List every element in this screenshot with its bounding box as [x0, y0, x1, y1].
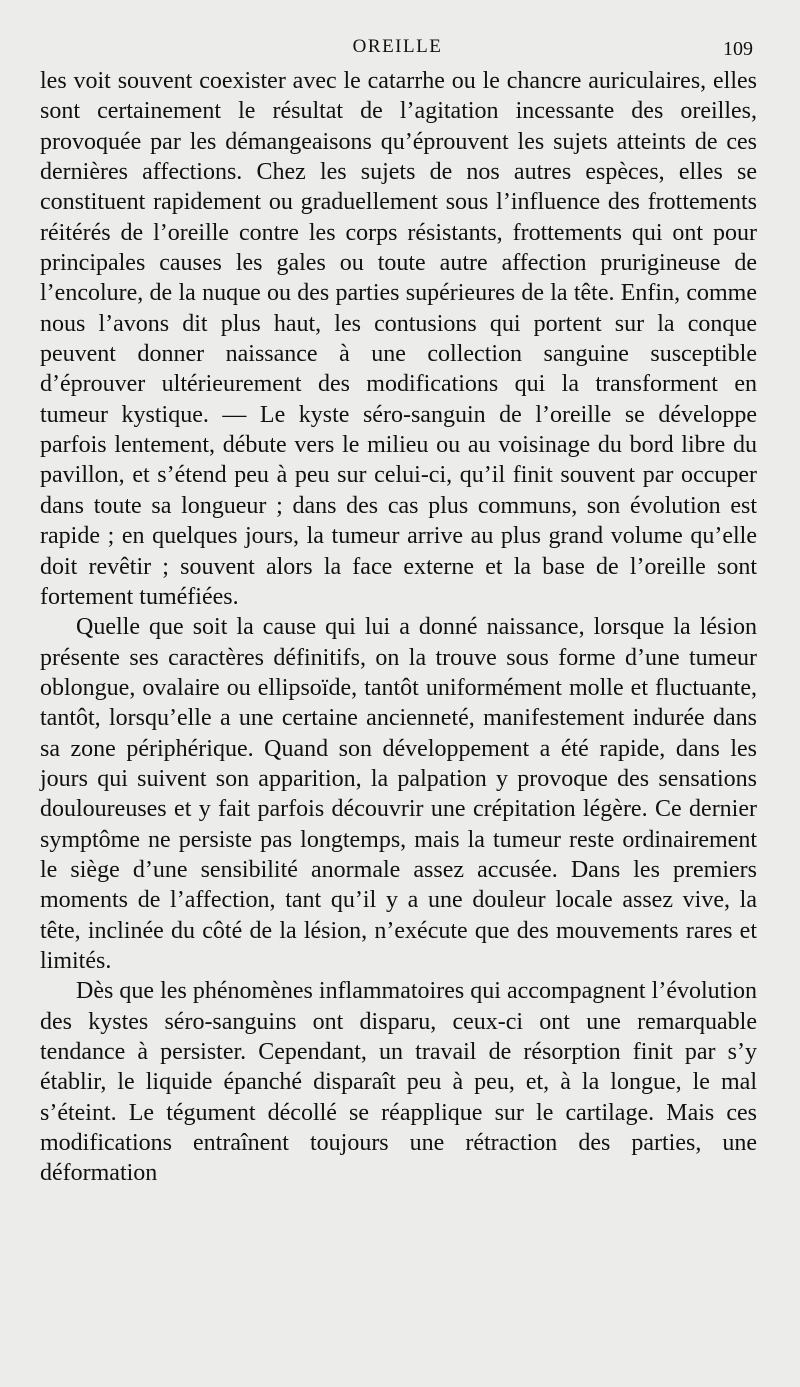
paragraph-3: Dès que les phénomènes inflammatoires qui accompagnent l’évolution des kystes séro-sanguins ont disparu, ceux-ci ont une remarquable tendance à persister. Cependant, un travail de résorption finit par s’y établir, le liquide épanché disparaît peu à peu, et, à la longue, le mal s’éteint. Le tégument décollé se réapplique sur le cartilage. Mais ces modifications entraînent toujours une rétraction des parties, une déformation — [40, 978, 757, 1187]
running-head: OREILLE — [352, 36, 443, 57]
body-text — [40, 66, 757, 1189]
page-header — [40, 30, 755, 60]
paragraph-2: Quelle que soit la cause qui lui a donné naissance, lorsque la lésion présente ses caractères définitifs, on la trouve sous forme d’une tumeur oblongue, ovalaire ou ellipsoïde, tantôt uniformément molle et fluctuante, tantôt, lorsqu’elle a une certaine ancienneté, manifestement indurée dans sa zone périphérique. Quand son développement a été rapide, dans les jours qui suivent son apparition, la palpation y provoque des sensations douloureuses et y fait parfois découvrir une crépitation légère. Ce dernier symptôme ne persiste pas longtemps, mais la tumeur reste ordinairement le siège d’une sensibilité anormale assez accusée. Dans les premiers moments de l’affection, tant qu’il y a une douleur locale assez vive, la tête, inclinée du côté de la lésion, n’exécute que des mouvements rares et limités. — [40, 614, 757, 974]
paragraph-1: les voit souvent coexister avec le catarrhe ou le chancre auriculaires, elles sont certainement le résultat de l’agitation incessante des oreilles, provoquée par les démangeaisons qu’éprouvent les sujets atteints de ces dernières affections. Chez les sujets de nos autres espèces, elles se constituent rapidement ou graduellement sous l’influence des frottements réitérés de l’oreille contre les corps résistants, frottements qui ont pour principales causes les gales ou toute autre affection prurigineuse de l’encolure, de la nuque ou des parties supérieures de la tête. Enfin, comme nous l’avons dit plus haut, les contusions qui portent sur la conque peuvent donner naissance à une collection sanguine susceptible d’éprouver ultérieurement des modifications qui la transforment en tumeur kystique. — Le kyste séro-sanguin de l’oreille se développe parfois lentement, débute vers le milieu ou au voisinage du bord libre du pavillon, et s’étend peu à peu sur celui-ci, qu’il finit souvent par occuper dans toute sa longueur ; dans des cas plus communs, son évolution est rapide ; en quelques jours, la tumeur arrive au plus grand volume qu’elle doit revêtir ; souvent alors la face externe et la base de l’oreille sont fortement tuméfiées. — [40, 68, 757, 610]
page-number: 109 — [723, 38, 753, 60]
